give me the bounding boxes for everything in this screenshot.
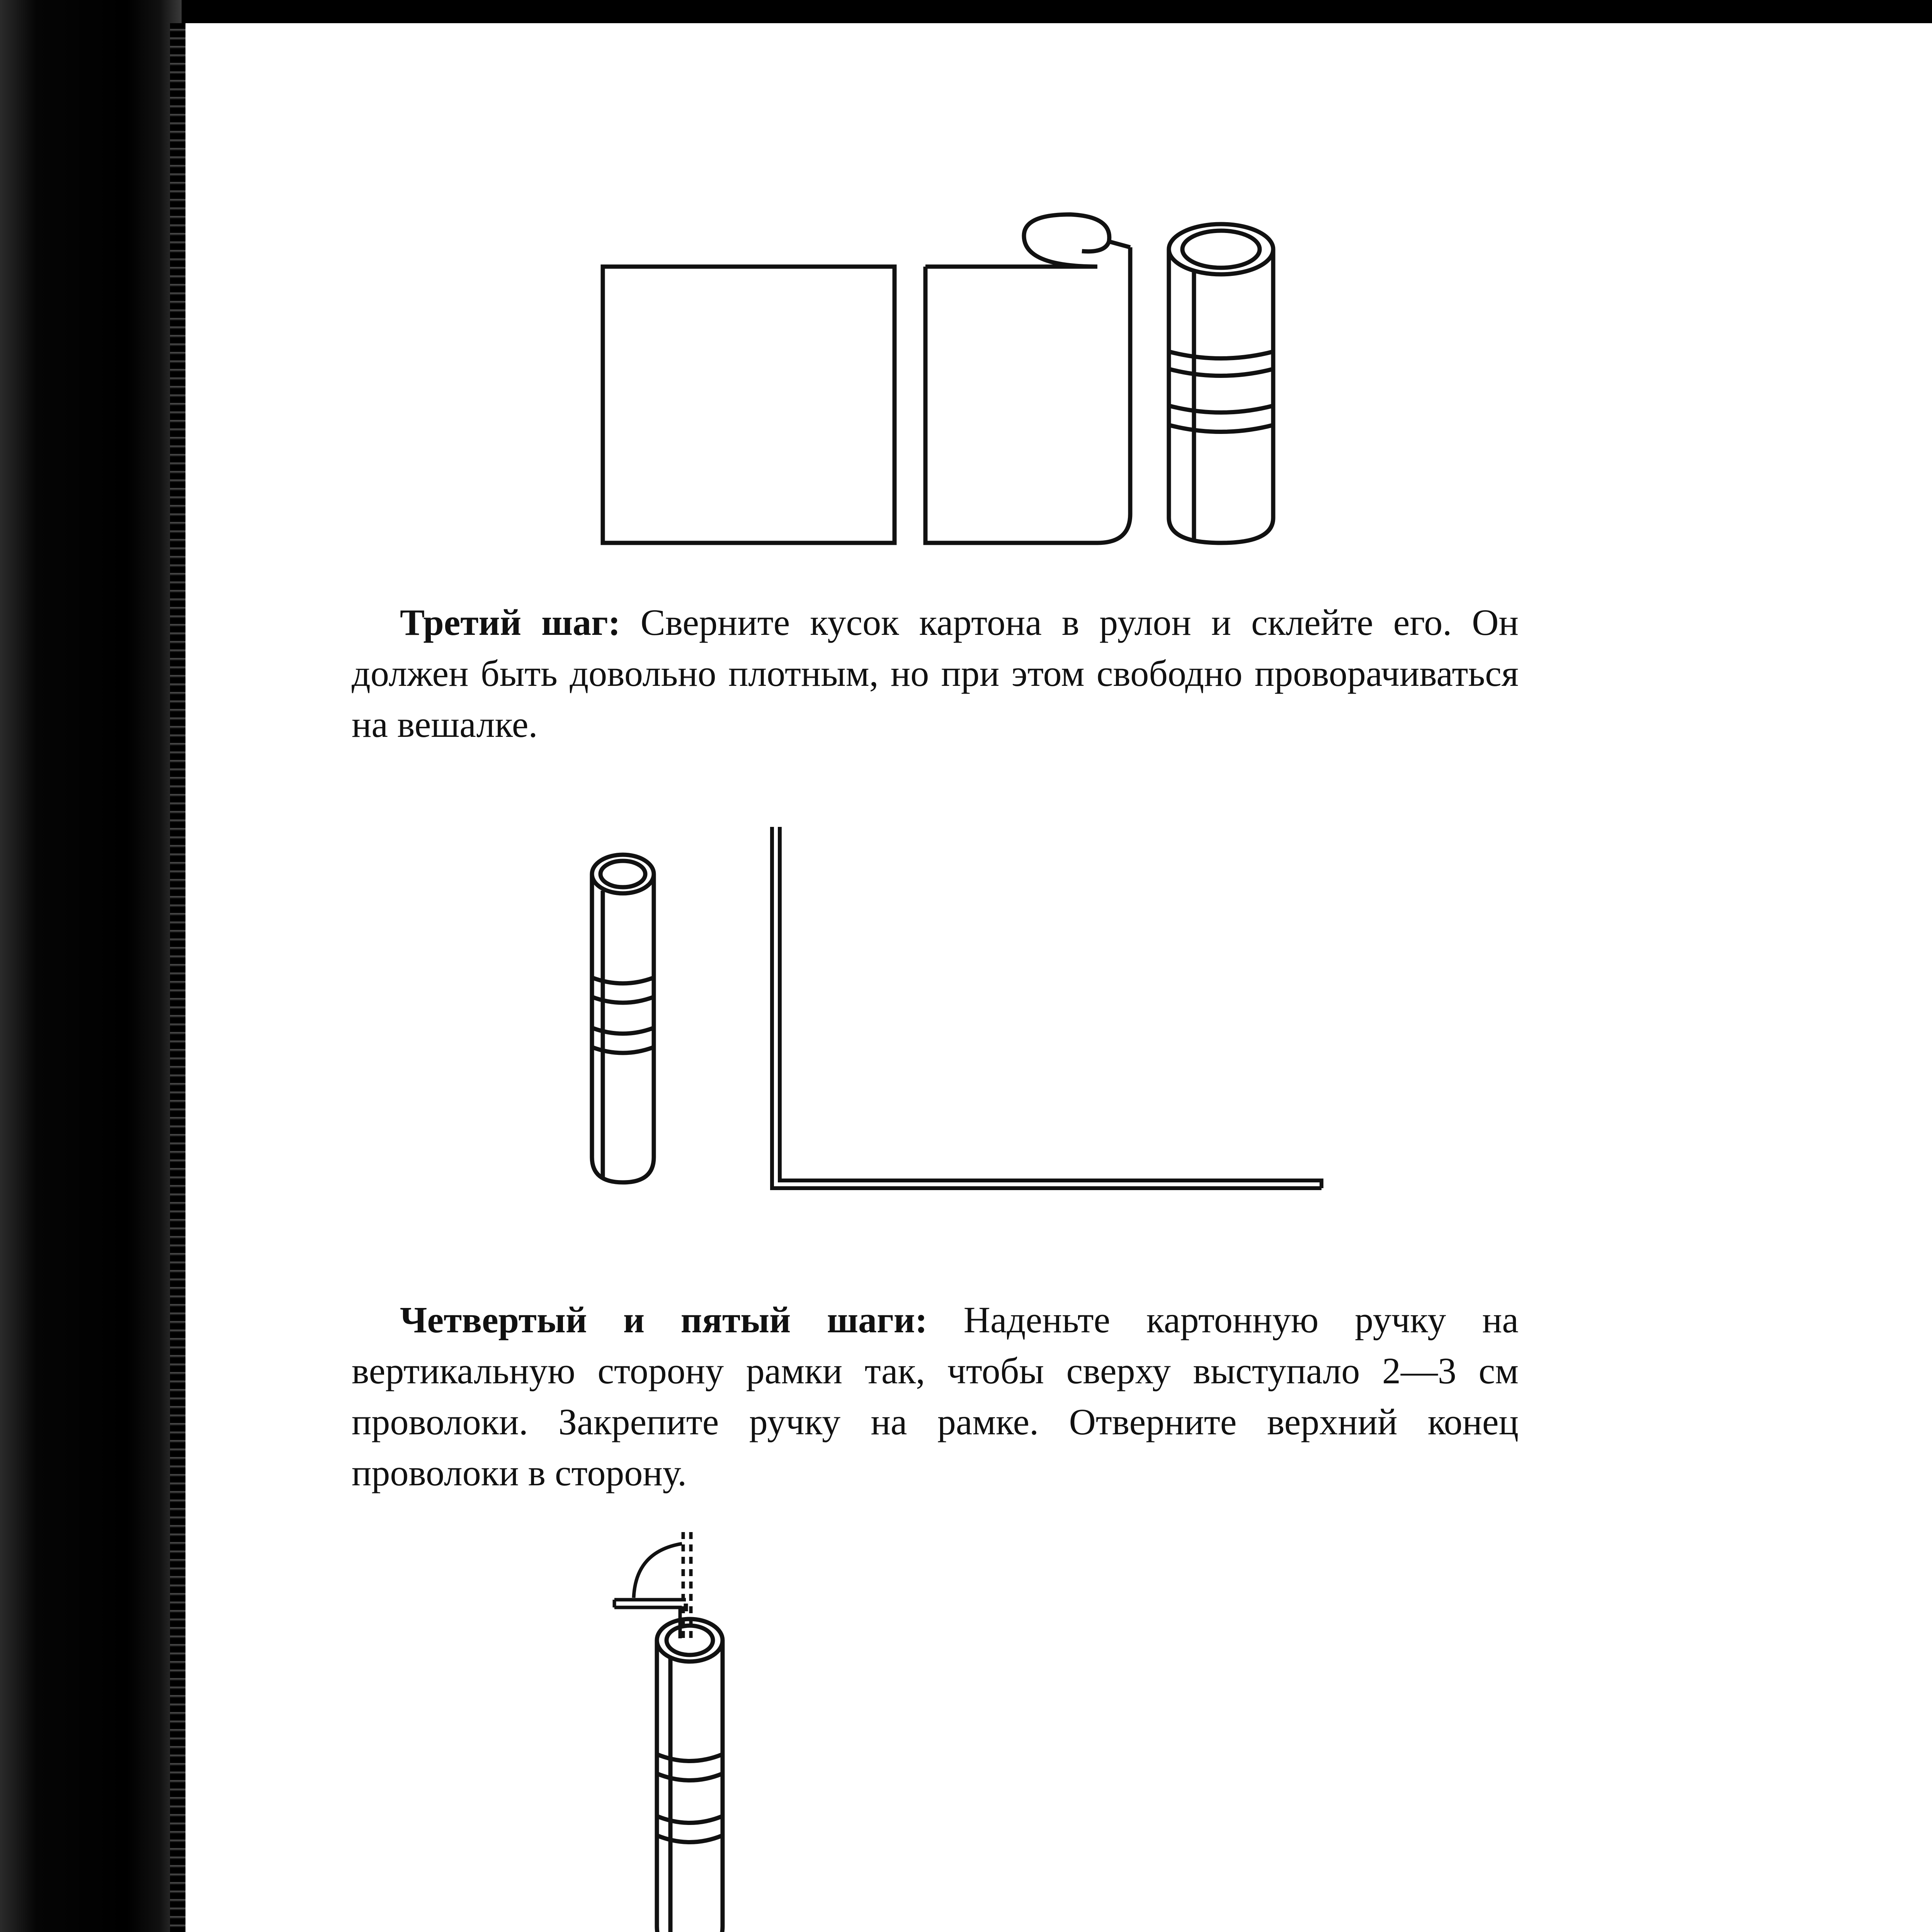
step-3-text: Сверните кусок картона в рулон и склейте его. Он должен быть довольно плотным, но при этом свободно проворачиваться на вешалке. (352, 602, 1519, 745)
step-4-5-text: Наденьте картонную ручку на вертикальную сторону рамки так, чтобы сверху выступало 2—3 см проволоки. Закрепите ручку на рамке. Отверните верхний конец проволоки в сторону. (352, 1299, 1519, 1493)
bent-wire-end (614, 1532, 691, 1638)
mounted-handle-tube (657, 1619, 723, 1932)
step-4-5-heading: Четвертый и пятый шаги: (400, 1299, 928, 1340)
step-3-heading: Третий шаг: (400, 602, 621, 643)
